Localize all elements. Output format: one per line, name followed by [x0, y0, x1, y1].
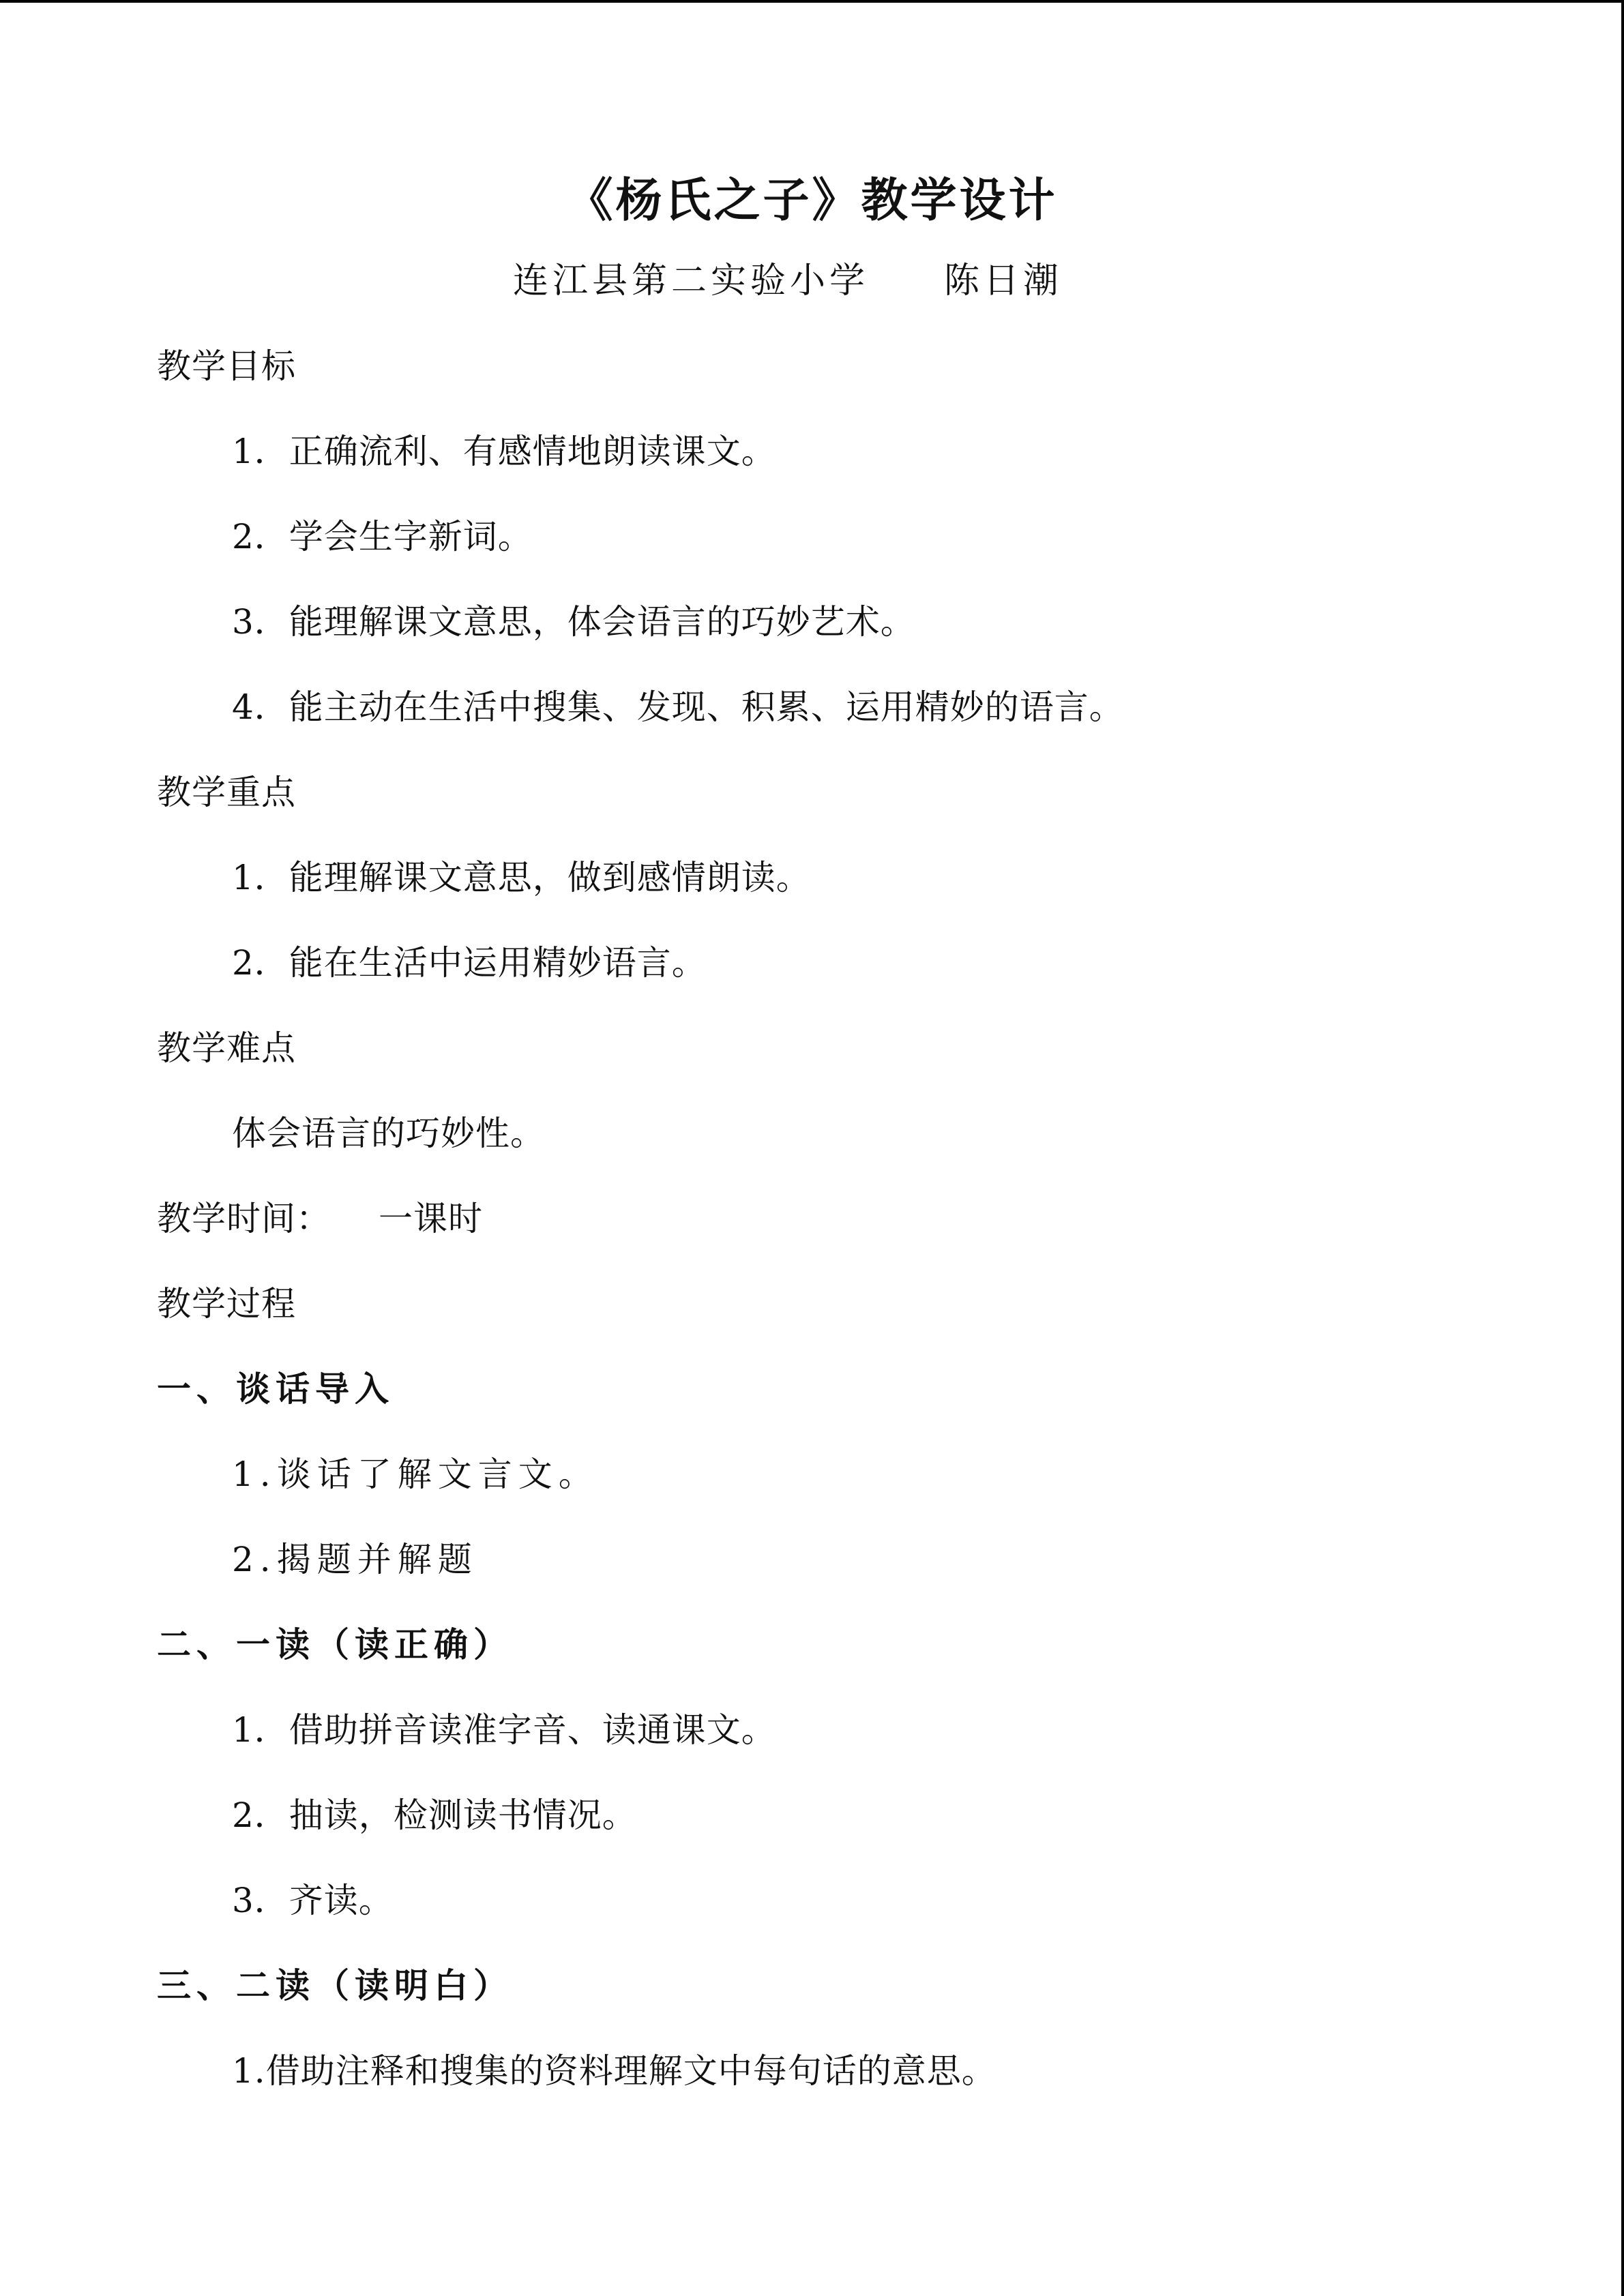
process-step: 2.揭题并解题 [232, 1540, 478, 1579]
byline [513, 259, 1063, 303]
key-point-item: 1．能理解课文意思，做到感情朗读。 [232, 858, 811, 897]
process-step: 2．抽读，检测读书情况。 [232, 1795, 637, 1835]
key-points-heading: 教学重点 [157, 773, 296, 812]
process-section-title: 一、谈话导入 [157, 1369, 394, 1409]
difficulty-item: 体会语言的巧妙性。 [232, 1114, 545, 1153]
document-title: 《杨氏之子》教学设计 [566, 174, 1058, 228]
process-section-title: 二、一读（读正确） [157, 1625, 513, 1665]
objective-item: 4．能主动在生活中搜集、发现、积累、运用精妙的语言。 [232, 687, 1124, 727]
process-step: 1.借助注释和搜集的资料理解文中每句话的意思。 [232, 2051, 996, 2091]
teaching-time-label: 教学时间： [157, 1199, 331, 1238]
key-point-item: 2．能在生活中运用精妙语言。 [232, 943, 707, 983]
process-step: 1．借助拼音读准字音、读通课文。 [232, 1710, 776, 1750]
objective-item: 3．能理解课文意思，体会语言的巧妙艺术。 [232, 602, 915, 642]
objective-item: 2．学会生字新词。 [232, 517, 533, 556]
author-name: 陈日潮 [944, 260, 1063, 301]
teaching-time-value: 一课时 [379, 1199, 483, 1238]
difficulties-heading: 教学难点 [157, 1028, 296, 1068]
process-step: 3．齐读。 [232, 1881, 394, 1920]
process-step: 1.谈话了解文言文。 [232, 1455, 599, 1494]
objective-item: 1．正确流利、有感情地朗读课文。 [232, 432, 776, 471]
teaching-time [157, 1197, 483, 1240]
process-heading: 教学过程 [157, 1284, 296, 1324]
process-section-title: 三、二读（读明白） [157, 1966, 513, 2006]
objectives-heading: 教学目标 [157, 346, 296, 386]
school-name: 连江县第二实验小学 [513, 260, 870, 301]
